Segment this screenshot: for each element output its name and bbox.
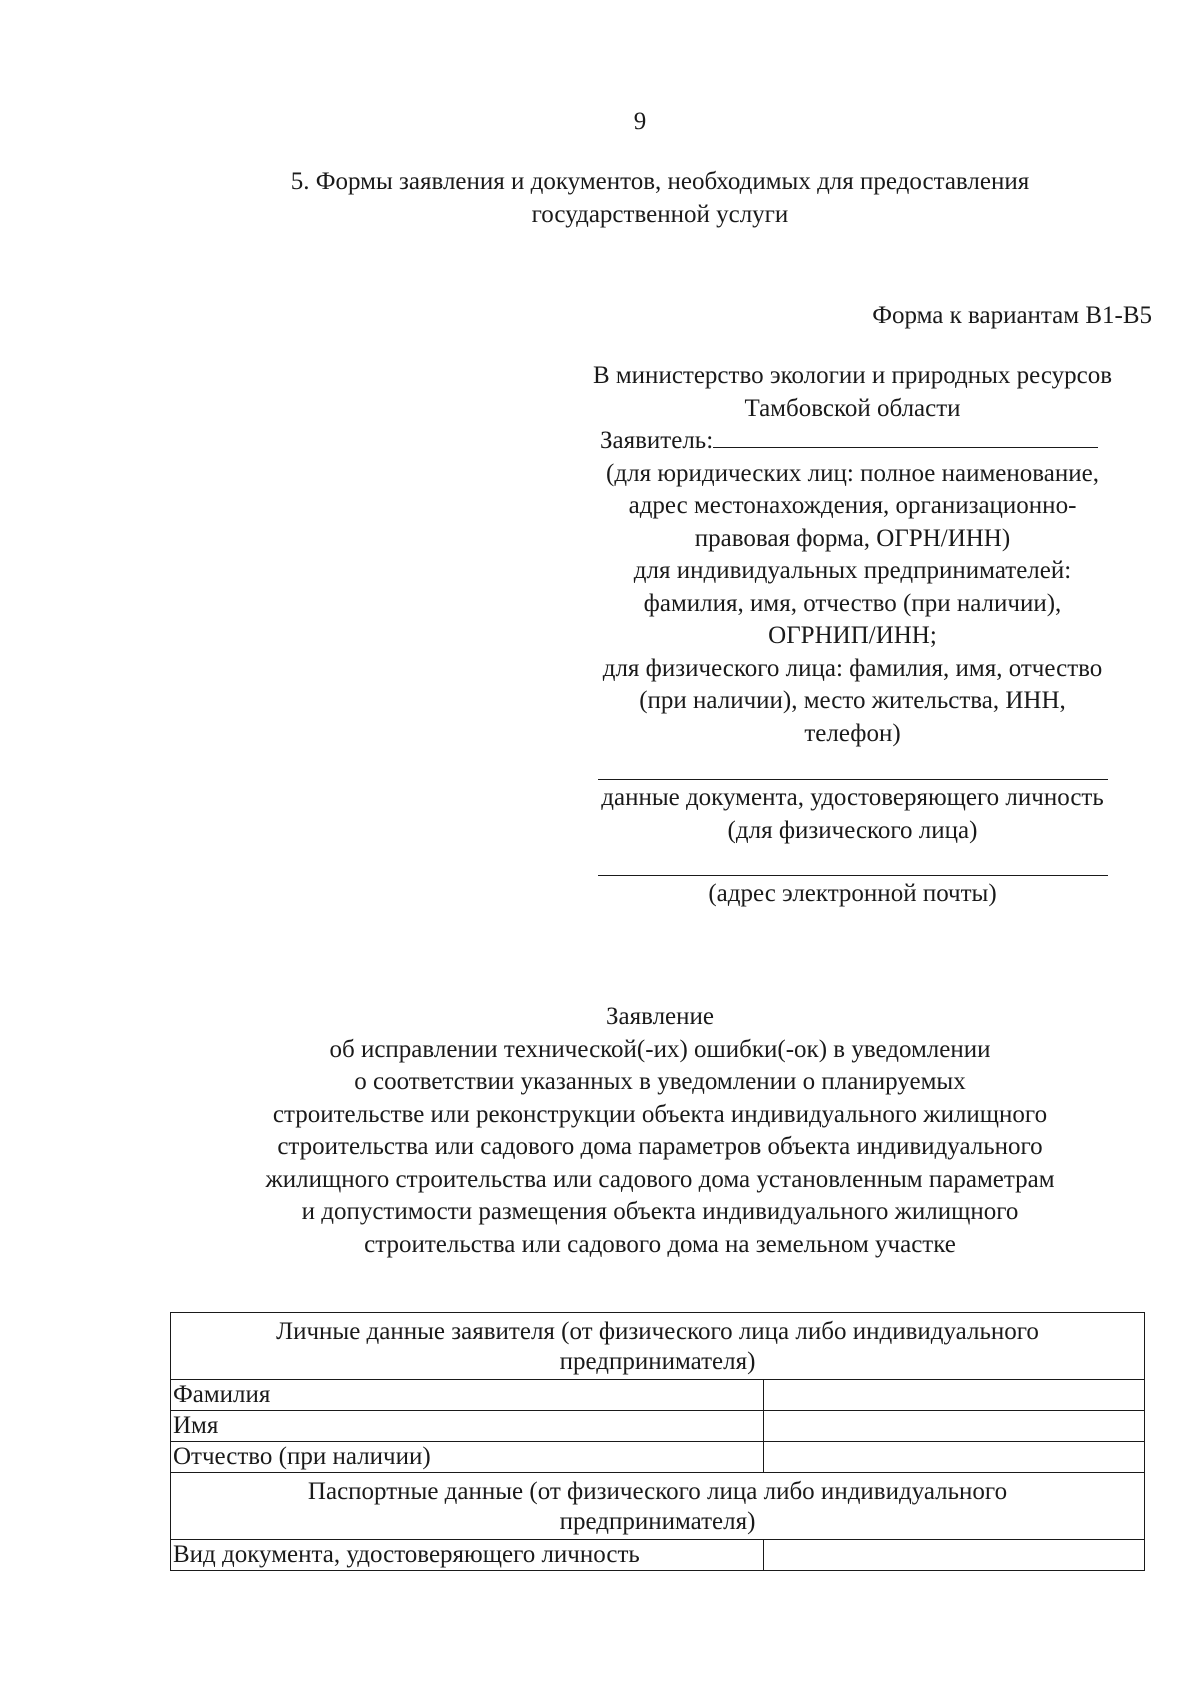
id-document-type-label: Вид документа, удостоверяющего личность bbox=[171, 1540, 764, 1571]
surname-value-cell[interactable] bbox=[764, 1380, 1145, 1411]
passport-data-header bbox=[171, 1473, 1145, 1540]
applicant-field-line[interactable] bbox=[713, 447, 1098, 448]
statement-line: жилищного строительства или садового дома установленным параметрам bbox=[265, 1165, 1055, 1193]
statement-line: строительства или садового дома на земельном участке bbox=[364, 1230, 956, 1258]
section-title-line-1: 5. Формы заявления и документов, необходимых для предоставления bbox=[290, 168, 1030, 195]
patronymic-label: Отчество (при наличии) bbox=[171, 1442, 764, 1473]
section-title bbox=[100, 166, 1200, 231]
id-document-type-value-cell[interactable] bbox=[764, 1540, 1145, 1571]
personal-header-line-2: предпринимателя) bbox=[559, 1348, 756, 1375]
statement-line: строительстве или реконструкции объекта индивидуального жилищного bbox=[272, 1100, 1048, 1128]
table-row bbox=[171, 1473, 1145, 1540]
statement-title: Заявление bbox=[605, 1003, 715, 1030]
table-row bbox=[171, 1380, 1145, 1411]
hint-line: фамилия, имя, отчество (при наличии), bbox=[643, 589, 1062, 617]
page-number: 9 bbox=[633, 108, 647, 135]
hint-line: адрес местонахождения, организационно- bbox=[628, 492, 1077, 519]
personal-header-line-1: Личные данные заявителя (от физического лица либо индивидуального bbox=[276, 1318, 1039, 1345]
hint-line: (для юридических лиц: полное наименование, bbox=[606, 459, 1099, 487]
id-doc-line: данные документа, удостоверяющего личность bbox=[601, 784, 1104, 811]
section-title-line-2: государственной услуги bbox=[531, 200, 789, 228]
table-row bbox=[171, 1540, 1145, 1571]
table-row bbox=[171, 1313, 1145, 1380]
id-document-field-line[interactable] bbox=[598, 779, 1108, 780]
addressee-line-2: Тамбовской области bbox=[744, 394, 961, 422]
applicant-label: Заявитель: bbox=[600, 427, 714, 454]
hint-line: ОГРНИП/ИНН; bbox=[768, 622, 937, 649]
name-value-cell[interactable] bbox=[764, 1411, 1145, 1442]
addressee-line-1: В министерство экологии и природных ресурсов bbox=[592, 362, 1113, 389]
table-row bbox=[171, 1411, 1145, 1442]
hint-line: (при наличии), место жительства, ИНН, bbox=[639, 687, 1066, 714]
hint-line: для физического лица: фамилия, имя, отчество bbox=[602, 654, 1103, 682]
hint-line: правовая форма, ОГРН/ИНН) bbox=[694, 524, 1011, 552]
personal-data-header bbox=[171, 1313, 1145, 1380]
applicant-row bbox=[555, 425, 1150, 458]
applicant-data-table bbox=[170, 1312, 1145, 1571]
addressee-block bbox=[555, 360, 1150, 911]
surname-label: Фамилия bbox=[171, 1380, 764, 1411]
statement-line: об исправлении технической(-их) ошибки(-ок) в уведомлении bbox=[329, 1035, 991, 1063]
id-doc-line: (для физического лица) bbox=[727, 816, 978, 844]
passport-header-line-1: Паспортные данные (от физического лица либо индивидуального bbox=[307, 1478, 1008, 1505]
hint-line: для индивидуальных предпринимателей: bbox=[633, 557, 1072, 584]
form-variant-label: Форма к вариантам В1-В5 bbox=[872, 302, 1152, 329]
passport-header-line-2: предпринимателя) bbox=[559, 1508, 756, 1535]
patronymic-value-cell[interactable] bbox=[764, 1442, 1145, 1473]
email-field-line[interactable] bbox=[598, 875, 1108, 876]
statement-line: строительства или садового дома параметров объекта индивидуального bbox=[277, 1133, 1043, 1160]
table-row bbox=[171, 1442, 1145, 1473]
name-label: Имя bbox=[171, 1411, 764, 1442]
email-hint: (адрес электронной почты) bbox=[708, 880, 997, 907]
hint-line: телефон) bbox=[804, 719, 901, 747]
statement-block bbox=[100, 1001, 1200, 1261]
statement-line: и допустимости размещения объекта индивидуального жилищного bbox=[301, 1198, 1019, 1225]
statement-line: о соответствии указанных в уведомлении о планируемых bbox=[354, 1068, 966, 1095]
